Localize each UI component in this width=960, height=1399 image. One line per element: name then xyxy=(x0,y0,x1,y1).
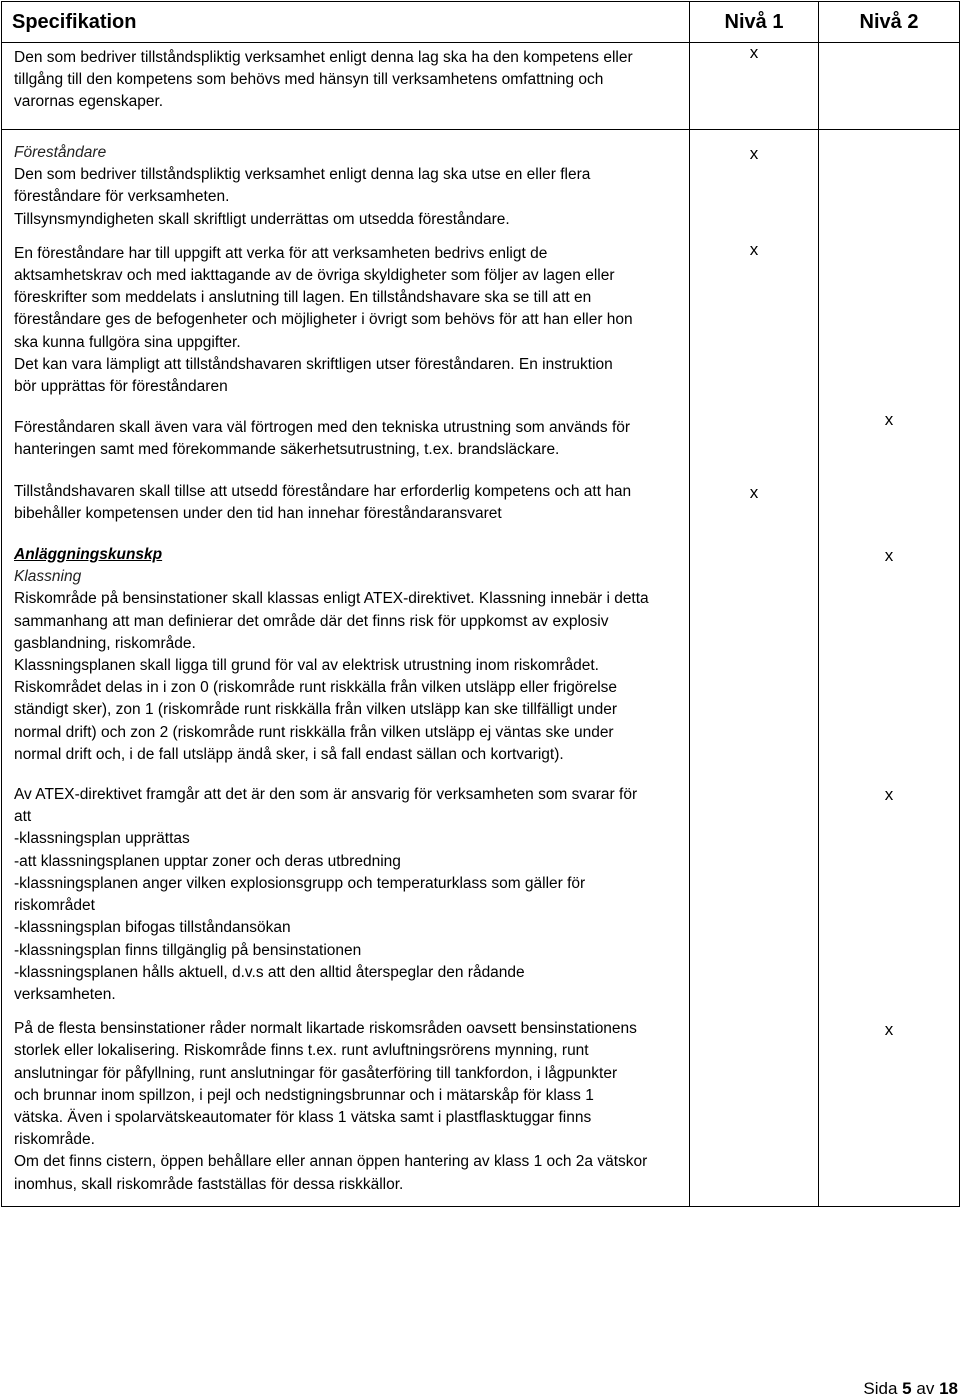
spec-paragraph: Tillståndshavaren skall tillse att utsedd föreståndare har erforderlig kompetens och att han bibehåller kompetensen under den tid han innehar föreståndaransvaret xyxy=(14,482,632,522)
spec-paragraph: Den som bedriver tillståndspliktig verksamhet enligt denna lag ska ha den kompetens eller tillgång till den kompetens som behövs med hänsyn till verksamhetens omfattning och varornas egenskaper. xyxy=(14,49,633,111)
level2-mark: x xyxy=(884,1020,894,1039)
level1-mark: x xyxy=(690,43,819,130)
column-header-level1: Nivå 1 xyxy=(690,2,819,43)
level2-mark xyxy=(819,43,960,130)
specification-table xyxy=(1,1,960,1207)
spec-paragraph: Av ATEX-direktivet framgår att det är den som är ansvarig för verksamheten som svarar för att -klassningsplan upprättas -att klassningsplanen upptar zoner och deras utbredning -klassningsplanen anger vilken explosionsgrupp och temperaturklass som gäller för riskområdet -klassningsplan bifogas tillståndansökan -klassningsplan finns tillgänglig på bensinstationen -klassningsplanen hålls aktuell, d.v.s att den alltid återspeglar den rådande verksamheten. xyxy=(14,786,638,1003)
level2-mark: x xyxy=(884,546,894,565)
level2-mark: x xyxy=(884,410,894,429)
spec-paragraph: En föreståndare har till uppgift att verka för att verksamheten bedrivs enligt de aktsamhetskrav och med iakttagande av de övriga skyldigheter som följer av lagen eller föreskrifter som meddelats i anslutning till lagen. En tillståndshavare ska se till att en föreståndare ges de befogenheter och möjligheter i övrigt som behövs för att han eller hon ska kunna fullgöra sina uppgifter. Det kan vara lämpligt att tillståndshavaren skriftligen utser föreståndaren. En instruktion bör upprättas för föreståndaren xyxy=(14,244,633,396)
level1-column-cell xyxy=(690,130,819,1207)
table-row xyxy=(2,130,960,1207)
table-header-row xyxy=(2,2,960,43)
spec-cell xyxy=(2,130,690,1207)
spec-paragraph: På de flesta bensinstationer råder normalt likartade riskomsråden oavsett bensinstationens storlek eller lokalisering. Riskområde finns t.ex. runt avluftningsrörens mynning, runt anslutningar för påfyllning, runt anslutningar för gasåterföring till tankfordon, i lågpunkter och brunnar inom spillzon, i pejl och nedstigningsbrunnar och i mätarskåp för klass 1 vätska. Även i spolarvätskeautomater för klass 1 vätska samt i plastflasktuggar finns riskområde. Om det finns cistern, öppen behållare eller annan öppen hantering av klass 1 och 2a vätskor inomhus, skall riskområde fastställas för dessa riskkällor. xyxy=(14,1020,648,1193)
heading-anlaggningskunskap: Anläggningskunskp xyxy=(14,546,163,564)
level1-mark: x xyxy=(749,144,759,163)
footer-prefix: Sida xyxy=(863,1379,898,1398)
footer-separator: av xyxy=(916,1379,935,1398)
heading-forestandare: Föreståndare xyxy=(14,144,107,161)
heading-klassning: Klassning xyxy=(14,568,82,586)
footer-page-number: 5 xyxy=(902,1379,912,1398)
spec-cell xyxy=(2,43,690,130)
level1-mark: x xyxy=(749,483,759,502)
column-header-level2: Nivå 2 xyxy=(819,2,960,43)
level2-column-cell xyxy=(819,130,960,1207)
footer-total-pages: 18 xyxy=(939,1379,958,1398)
table-row xyxy=(2,43,960,130)
spec-paragraph: Föreståndaren skall även vara väl förtrogen med den tekniska utrustning som används för hanteringen samt med förekommande säkerhetsutrustning, t.ex. brandsläckare. xyxy=(14,419,631,459)
level1-mark: x xyxy=(749,240,759,259)
spec-paragraph: Den som bedriver tillståndspliktig verksamhet enligt denna lag ska utse en eller flera föreståndare för verksamheten. Tillsynsmyndigheten skall skriftligt underrättas om utsedda föreståndare. xyxy=(14,166,591,228)
column-header-spec: Specifikation xyxy=(2,2,690,43)
spec-paragraph: Riskområde på bensinstationer skall klassas enligt ATEX-direktivet. Klassning innebär i detta sammanhang att man definierar det område där det finns risk för uppkomst av explosiv gasblandning, riskområde. Klassningsplanen skall ligga till grund för val av elektrisk utrustning inom riskområdet. Riskområdet delas in i zon 0 (riskområde runt riskkälla från vilken utsläpp eller frigörelse ständigt sker), zon 1 (riskområde runt riskkälla från vilken utsläpp kan ske tillfälligt under normal drift) och zon 2 (riskområde runt riskkälla från vilken utsläpp ej väntas ske under normal drift och, i de fall utsläpp ändå sker, i så fall endast sällan och kortvarigt). xyxy=(14,590,649,763)
page-footer xyxy=(863,1379,958,1399)
level2-mark: x xyxy=(884,785,894,804)
